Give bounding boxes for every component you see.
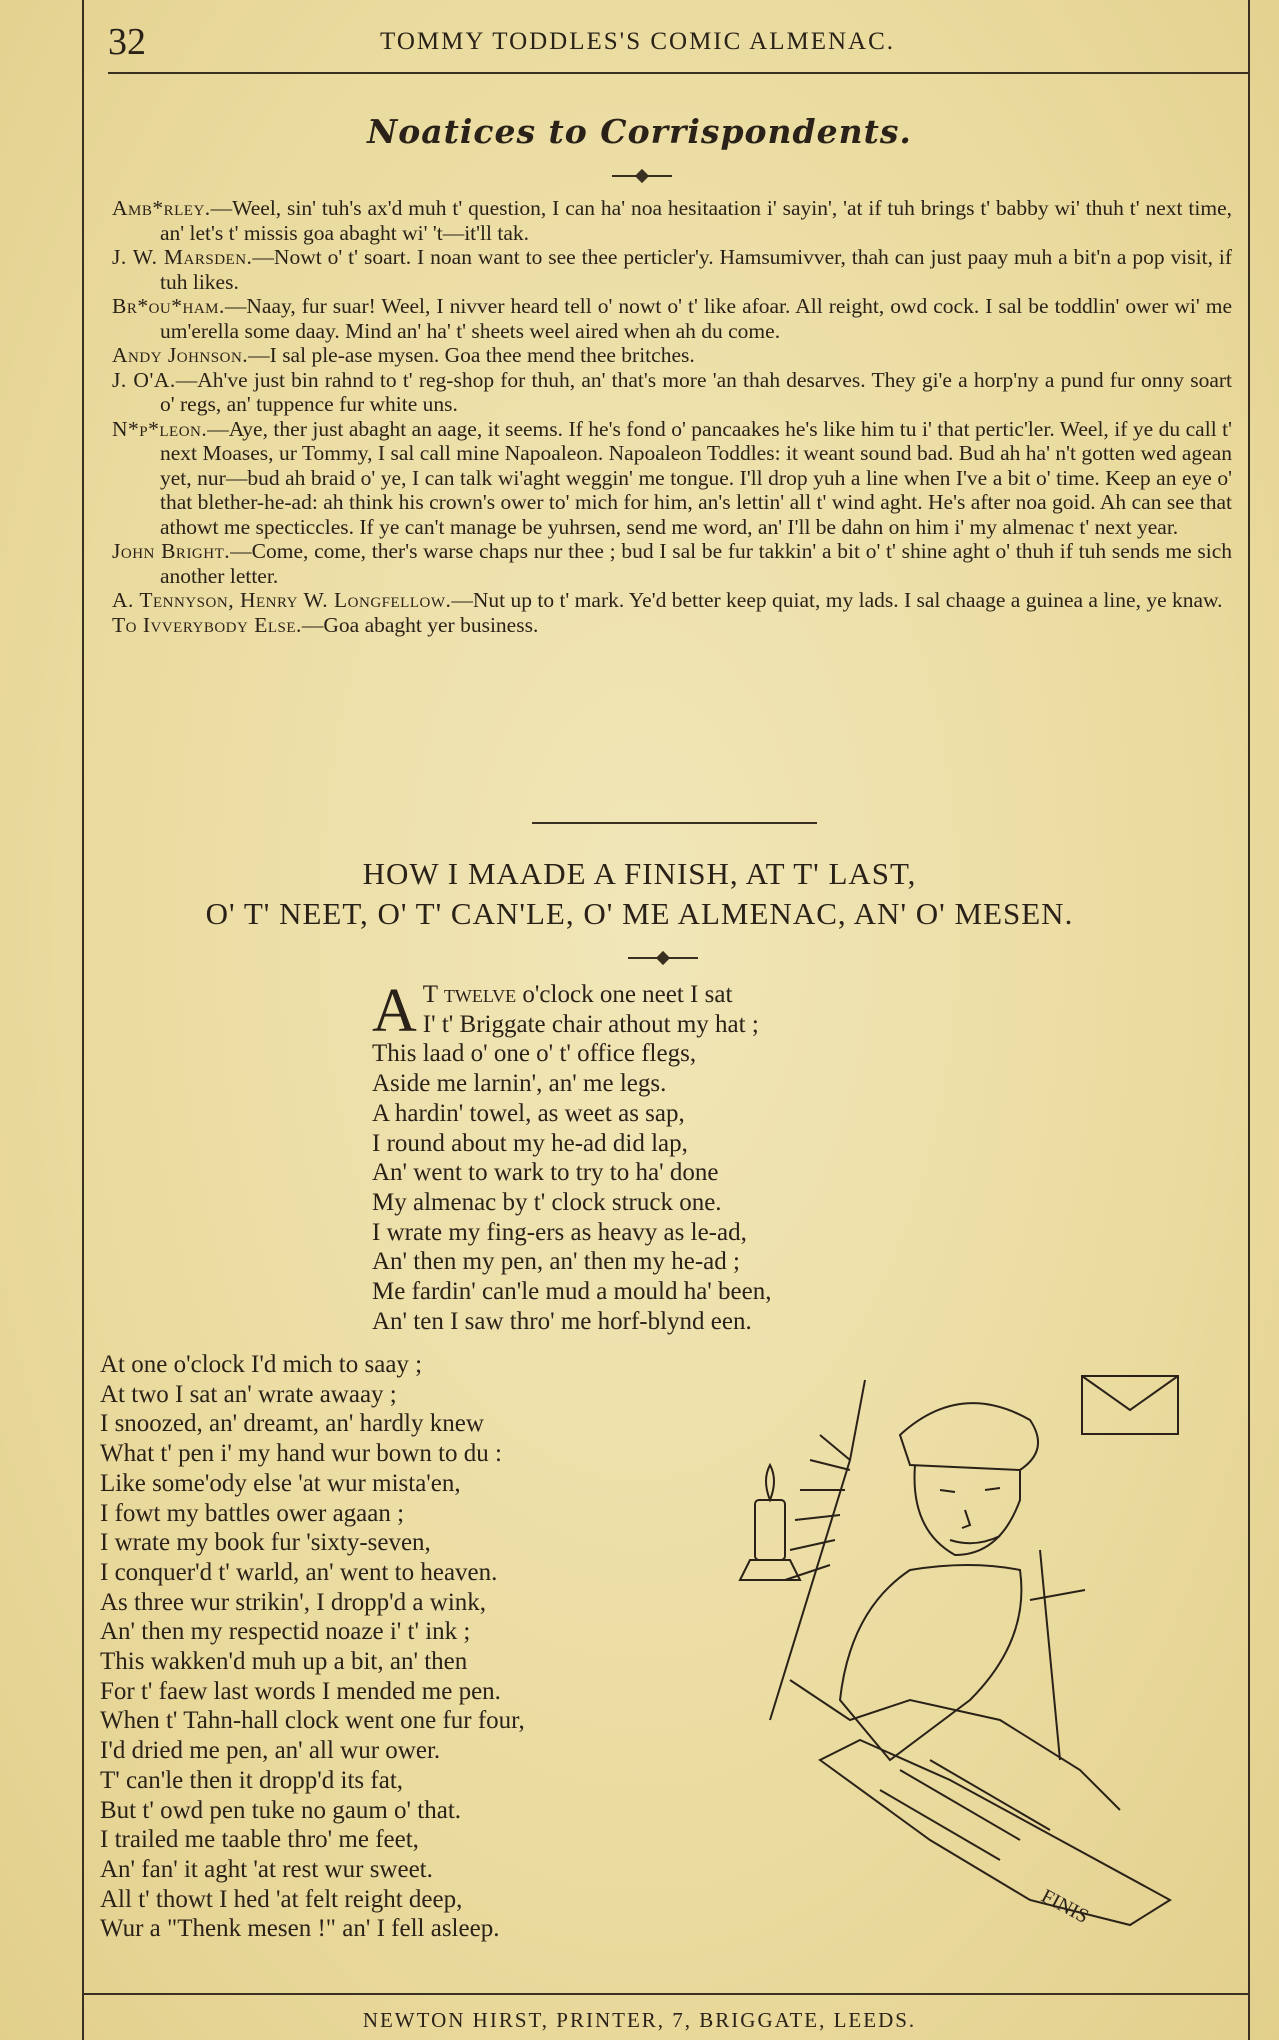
poem-line: Wur a "Thenk mesen !" an' I fell asleep. bbox=[100, 1915, 500, 1943]
poem-line: I trailed me taable thro' me feet, bbox=[100, 1826, 419, 1854]
notice-entry bbox=[112, 196, 1232, 245]
notice-entry bbox=[112, 294, 1232, 343]
envelope-flap bbox=[1082, 1376, 1178, 1410]
correspondent-name: To Ivverybody Else. bbox=[112, 612, 302, 637]
notice-entry bbox=[112, 588, 1232, 613]
correspondent-name: J. O'A. bbox=[112, 367, 176, 392]
poem-line: An' ten I saw thro' me horf-blynd een. bbox=[372, 1307, 752, 1335]
poem-line: An' then my pen, an' then my he-ad ; bbox=[372, 1248, 740, 1276]
correspondent-name: A. Tennyson, Henry W. Longfellow. bbox=[112, 588, 452, 612]
poem-line: I wrate my book fur 'sixty-seven, bbox=[100, 1529, 431, 1557]
notice-entry bbox=[112, 343, 1232, 368]
poem-line: An' fan' it aght 'at rest wur sweet. bbox=[100, 1855, 433, 1883]
poem-line: T' can'le then it dropp'd its fat, bbox=[100, 1766, 404, 1794]
correspondent-name: Andy Johnson. bbox=[112, 343, 249, 367]
correspondent-name: N*p*leon. bbox=[112, 416, 208, 441]
poem-line: Me fardin' can'le mud a mould ha' been, bbox=[372, 1278, 772, 1306]
finis-caption: FINIS bbox=[1037, 1884, 1093, 1928]
notice-text: —I sal ple-ase mysen. Goa thee mend thee britches. bbox=[248, 343, 695, 367]
poem-ornament-diamond bbox=[656, 951, 670, 965]
poem-line: What t' pen i' my hand wur bown to du : bbox=[100, 1440, 503, 1468]
correspondent-name: Br*ou*ham. bbox=[112, 294, 225, 318]
notice-text: —Ah've just bin rahnd to t' reg-shop for thuh, an' that's more 'an thah desarves. They gi'e a horp'ny a pund fur onny soart o' regs, an' tuppence fur white uns. bbox=[160, 367, 1232, 416]
notice-text: —Weel, sin' tuh's ax'd muh t' question, I can ha' noa hesitaation i' sayin', 'at if tuh brings t' babby wi' thuh t' next time, an' let's t' missis goa abaght wi' 't—it'll tak. bbox=[160, 196, 1232, 245]
left-border-rule bbox=[82, 0, 84, 2040]
poem-line: I' t' Briggate chair athout my hat ; bbox=[422, 1010, 759, 1038]
poem-line: I wrate my fing-ers as heavy as le-ad, bbox=[372, 1218, 747, 1246]
poem-line: At one o'clock I'd mich to saay ; bbox=[100, 1351, 423, 1378]
notice-text: —Nut up to t' mark. Ye'd better keep quiat, my lads. I sal chaage a guinea a line, ye knaw. bbox=[451, 588, 1223, 612]
notice-text: —Nowt o' t' soart. I noan want to see thee perticler'y. Hamsumivver, thah can just paay muh a bit'n a pop visit, if tuh likes. bbox=[160, 245, 1233, 294]
head-wrap bbox=[900, 1403, 1038, 1470]
notice-text: —Goa abaght yer business. bbox=[301, 612, 539, 637]
poem-line: An' went to wark to try to ha' done bbox=[372, 1159, 719, 1187]
notices-list bbox=[112, 196, 1232, 637]
printer-imprint: NEWTON HIRST, PRINTER, 7, BRIGGATE, LEEDS. bbox=[362, 2008, 917, 2032]
notice-entry bbox=[112, 368, 1232, 417]
face-outline bbox=[915, 1465, 1021, 1555]
poem-stanza-1 bbox=[372, 977, 1072, 1336]
poem-line: But t' owd pen tuke no gaum o' that. bbox=[100, 1796, 462, 1824]
poem-line: An' then my respectid noaze i' t' ink ; bbox=[100, 1618, 471, 1646]
section-divider-rule bbox=[532, 822, 817, 824]
poem-line: All t' thowt I hed 'at felt reight deep, bbox=[100, 1885, 463, 1913]
writer-illustration bbox=[700, 1340, 1200, 1940]
dropcap-letter: A bbox=[372, 977, 417, 1045]
notice-entry bbox=[112, 613, 1232, 638]
notice-text: —Aye, ther just abaght an aage, it seems. If he's fond o' pancaakes he's like him tu i' that pertic'ler. Weel, if ye du call t' next Moases, ur Tommy, I sal call mine Napoaleon. Napoaleon Toddles: it weant sound bad. Bud ah ha' n't gotten wed agean yet, nur—bud ah braid o' ye, I can talk wi'aght weggin' me tongue. I'll drop yuh a line when I've a bit o' time. Keep an eye o' that blether-he-ad: ah think his crown's ower to' mich for him, an's lettin' all t' wind aght. He's after noa goid. Ah can see that athowt me specticcles. If ye can't manage be yuhrsen, send me word, an' I'll be dahn on him i' my almenac t' next year. bbox=[160, 416, 1232, 539]
notice-entry bbox=[112, 539, 1232, 588]
page-number: 32 bbox=[108, 21, 146, 63]
poem-line: I conquer'd t' warld, an' went to heaven. bbox=[100, 1558, 498, 1586]
ornament-diamond bbox=[635, 169, 649, 183]
poem-line: My almenac by t' clock struck one. bbox=[372, 1188, 722, 1216]
correspondent-name: Amb*rley. bbox=[112, 196, 211, 220]
poem-line: For t' faew last words I mended me pen. bbox=[100, 1677, 501, 1705]
running-title: TOMMY TODDLES'S COMIC ALMENAC. bbox=[380, 28, 896, 55]
notices-heading: Noatices to Corrispondents. bbox=[367, 112, 912, 151]
poem-line: I fowt my battles ower agaan ; bbox=[100, 1499, 405, 1527]
poem-line: This laad o' one o' t' office flegs, bbox=[372, 1040, 697, 1068]
footer-rule bbox=[82, 1993, 1250, 1995]
header-rule bbox=[108, 72, 1248, 74]
poem-stanza-2 bbox=[100, 1350, 700, 1944]
notice-text: —Naay, fur suar! Weel, I nivver heard tell o' nowt o' t' like afoar. All reight, owd cock. I sal be toddlin' ower wi' me um'erella some daay. Mind an' ha' t' sheets weel aired when ah du come. bbox=[160, 294, 1232, 343]
page-header bbox=[100, 18, 1230, 78]
notice-entry bbox=[112, 245, 1232, 294]
poem-title-line-2: O' T' NEET, O' T' CAN'LE, O' ME ALMENAC, AN' O' MESEN. bbox=[205, 896, 1074, 931]
poem-line: I'd dried me pen, an' all wur ower. bbox=[100, 1737, 441, 1765]
correspondent-name: John Bright. bbox=[112, 539, 231, 563]
notice-entry bbox=[112, 417, 1232, 540]
open-book bbox=[820, 1740, 1170, 1925]
body-coat bbox=[840, 1565, 1021, 1760]
correspondent-name: J. W. Marsden. bbox=[112, 245, 253, 269]
poem-line: A hardin' towel, as weet as sap, bbox=[372, 1099, 685, 1127]
poem-line: I round about my he-ad did lap, bbox=[372, 1129, 688, 1157]
poem-line: A T twelve o'clock one neet I sat bbox=[372, 977, 733, 1045]
poem-line: This wakken'd muh up a bit, an' then bbox=[100, 1648, 468, 1676]
poem-line: Like some'ody else 'at wur mista'en, bbox=[100, 1469, 461, 1497]
poem-line: When t' Tahn-hall clock went one fur four, bbox=[100, 1707, 525, 1735]
chair-back bbox=[1030, 1550, 1085, 1760]
poem-line: As three wur strikin', I dropp'd a wink, bbox=[100, 1588, 487, 1616]
candle-icon bbox=[755, 1500, 785, 1560]
poem-line: I snoozed, an' dreamt, an' hardly knew bbox=[100, 1410, 484, 1438]
notice-text: —Come, come, ther's warse chaps nur thee ; bud I sal be fur takkin' a bit o' t' shine aght o' thuh if tuh sends me sich another letter. bbox=[160, 539, 1232, 588]
right-border-rule bbox=[1248, 0, 1250, 2040]
poem-title-line-1: HOW I MAADE A FINISH, AT T' LAST, bbox=[362, 856, 917, 891]
poem-line: At two I sat an' wrate awaay ; bbox=[100, 1380, 397, 1408]
envelope-icon bbox=[1082, 1376, 1178, 1434]
poem-line: Aside me larnin', an' me legs. bbox=[372, 1070, 667, 1098]
